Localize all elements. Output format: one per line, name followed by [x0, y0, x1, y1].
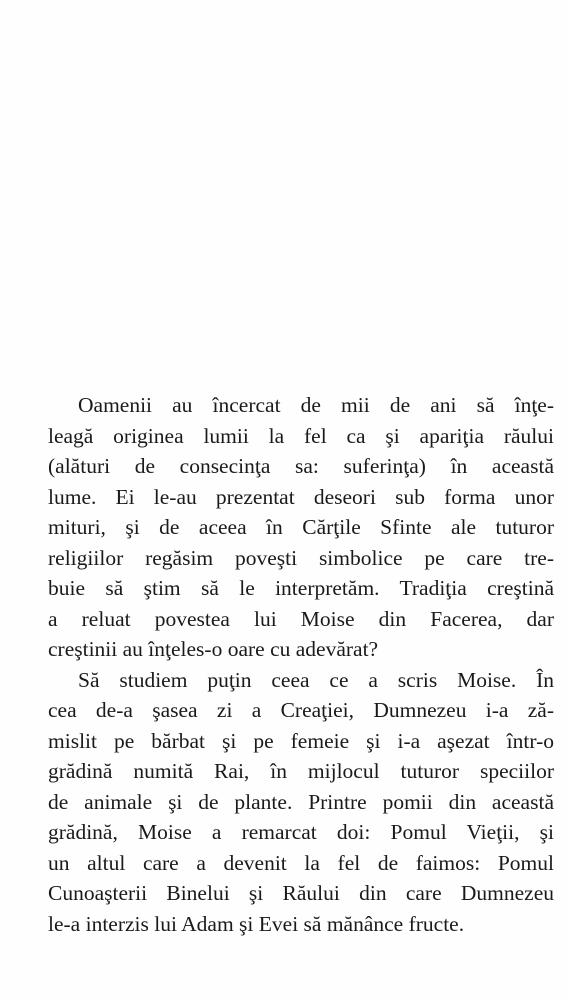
paragraph-2	[48, 665, 554, 940]
text-line: creştinii au înţeles-o oare cu adevărat?	[48, 637, 379, 661]
text-line: mislit pe bărbat şi pe femeie şi i-a aşezat într-o	[48, 728, 554, 753]
text-line: (alături de consecinţa sa: suferinţa) în această	[48, 454, 554, 478]
text-line: a reluat povestea lui Moise din Facerea, dar	[48, 606, 554, 631]
text-line: de animale şi de plante. Printre pomii din această	[48, 789, 554, 814]
text-line: lume. Ei le-au prezentat deseori sub forma unor	[48, 484, 554, 509]
text-line: grădină, Moise a remarcat doi: Pomul Vieţii, şi	[48, 820, 554, 844]
body-text	[48, 390, 554, 939]
text-line: grădină numită Rai, în mijlocul tuturor speciilor	[48, 759, 554, 783]
text-line: religiilor regăsim poveşti simbolice pe care tre-	[48, 545, 554, 570]
text-line: leagă originea lumii la fel ca şi apariţia răului	[48, 423, 554, 448]
text-line: Să studiem puţin ceea ce a scris Moise. În	[78, 667, 554, 692]
text-line: le-a interzis lui Adam şi Evei să mănânce fructe.	[48, 911, 465, 936]
text-line: Cunoaşterii Binelui şi Răului din care Dumnezeu	[48, 881, 554, 905]
paragraph-1	[48, 390, 554, 665]
text-line: cea de-a şasea zi a Creaţiei, Dumnezeu i-a ză-	[48, 698, 554, 722]
text-line: Oamenii au încercat de mii de ani să înţe-	[78, 393, 554, 417]
text-line: buie să ştim să le interpretăm. Tradiţia creştină	[48, 576, 554, 600]
text-line: un altul care a devenit la fel de faimos: Pomul	[48, 850, 554, 875]
text-line: mituri, şi de aceea în Cărţile Sfinte ale tuturor	[48, 515, 554, 539]
